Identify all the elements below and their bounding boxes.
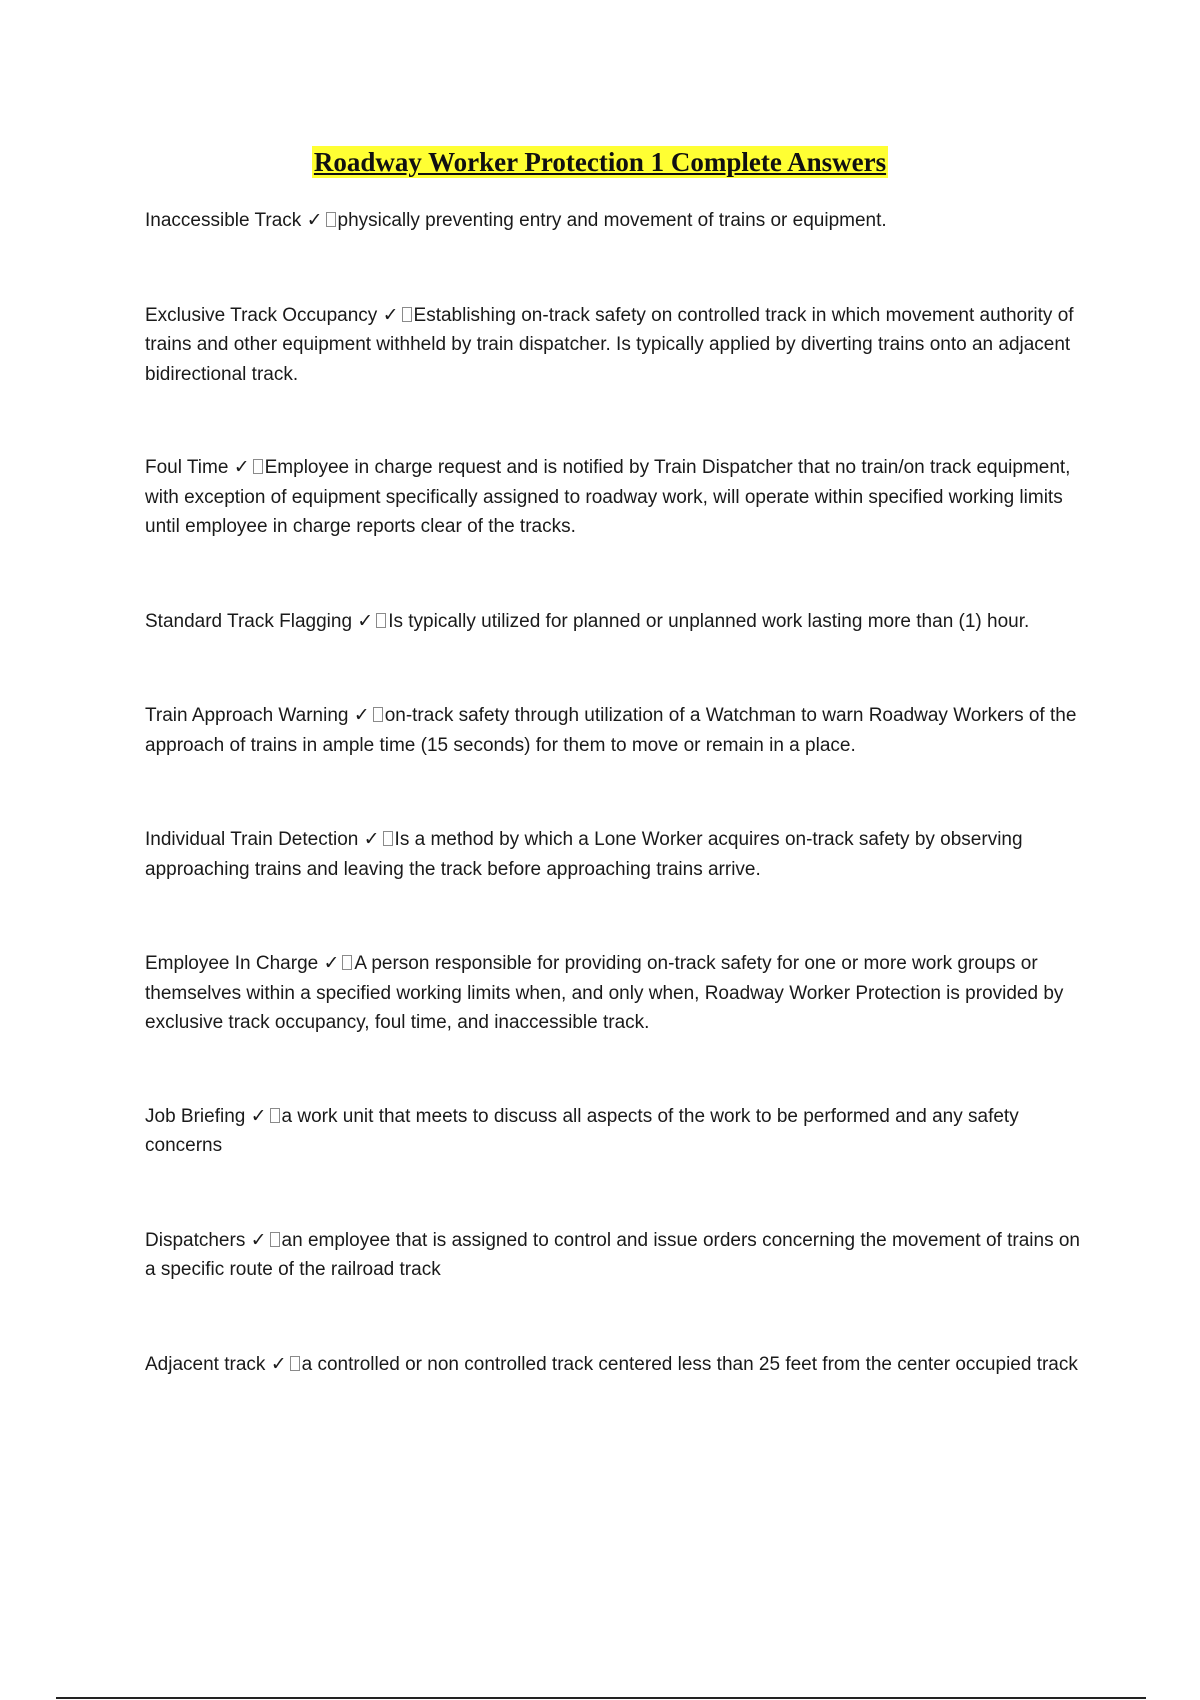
entry-definition: physically preventing entry and movement of trains or equipment. — [337, 210, 887, 231]
box-icon — [253, 459, 263, 474]
check-icon: ✓ — [250, 1104, 267, 1127]
box-icon — [383, 831, 393, 846]
entry-definition: an employee that is assigned to control and issue orders concerning the movement of trains on a specific route of the railroad track — [145, 1229, 1080, 1280]
entry — [145, 949, 1095, 1038]
entry-definition: Is a method by which a Lone Worker acquires on-track safety by observing approaching trains and leaving the track before approaching trains arrive. — [145, 829, 1023, 880]
entry — [145, 301, 1095, 390]
check-icon: ✓ — [382, 303, 399, 326]
entry — [145, 453, 1095, 542]
box-icon — [376, 613, 386, 628]
entry-definition: on-track safety through utilization of a Watchman to warn Roadway Workers of the approach of trains in ample time (15 seconds) for them to move or remain in a place. — [145, 705, 1077, 756]
box-icon — [342, 955, 352, 970]
entry — [145, 825, 1095, 884]
entry-term: Individual Train Detection — [145, 829, 359, 850]
box-icon — [326, 212, 336, 227]
entry-term: Employee In Charge — [145, 953, 319, 974]
box-icon — [270, 1108, 280, 1123]
check-icon: ✓ — [353, 704, 370, 726]
document-title: Roadway Worker Protection 1 Complete Answers — [313, 147, 887, 177]
entry-definition: Establishing on-track safety on controlled track in which movement authority of trains and other equipment withheld by train dispatcher. Is typically applied by diverting trains onto an adjacent bidirectional track. — [145, 304, 1074, 385]
entry-term: Train Approach Warning — [145, 705, 349, 726]
entry — [145, 1102, 1095, 1161]
check-icon: ✓ — [306, 209, 323, 231]
entry-definition: Employee in charge request and is notified by Train Dispatcher that no train/on track equipment, with exception of equipment specifically assigned to roadway work, will operate within specified working limits until employee in charge reports clear of the tracks. — [145, 457, 1071, 537]
title-container — [0, 146, 1200, 178]
check-icon: ✓ — [357, 609, 374, 632]
entry — [145, 607, 1095, 637]
entry-term: Exclusive Track Occupancy — [145, 304, 378, 326]
entry-term: Adjacent track — [145, 1353, 266, 1375]
entry — [145, 1350, 1095, 1380]
check-icon: ✓ — [270, 1352, 287, 1375]
entry-term: Standard Track Flagging — [145, 610, 353, 632]
check-icon: ✓ — [323, 952, 340, 974]
box-icon — [270, 1232, 280, 1247]
entry — [145, 701, 1095, 760]
box-icon — [373, 707, 383, 722]
check-icon: ✓ — [250, 1228, 267, 1251]
entry-term: Foul Time — [145, 457, 229, 478]
entry — [145, 206, 1095, 236]
entries-list — [145, 206, 1095, 1379]
entry-definition: A person responsible for providing on-track safety for one or more work groups or themselves within a specified working limits when, and only when, Roadway Worker Protection is provided by exclusive track occupancy, foul time, and inaccessible track. — [145, 953, 1064, 1033]
entry-term: Job Briefing — [145, 1105, 246, 1127]
box-icon — [290, 1356, 300, 1371]
check-icon: ✓ — [233, 456, 250, 478]
entry-term: Inaccessible Track — [145, 210, 302, 231]
footer-rule — [56, 1697, 1146, 1699]
entry — [145, 1226, 1095, 1285]
entry-definition: a controlled or non controlled track centered less than 25 feet from the center occupied track — [301, 1353, 1078, 1375]
check-icon: ✓ — [363, 828, 380, 850]
box-icon — [402, 307, 412, 322]
entry-definition: Is typically utilized for planned or unplanned work lasting more than (1) hour. — [388, 610, 1030, 632]
entry-term: Dispatchers — [145, 1229, 246, 1251]
entry-definition: a work unit that meets to discuss all aspects of the work to be performed and any safety concerns — [145, 1105, 1019, 1156]
